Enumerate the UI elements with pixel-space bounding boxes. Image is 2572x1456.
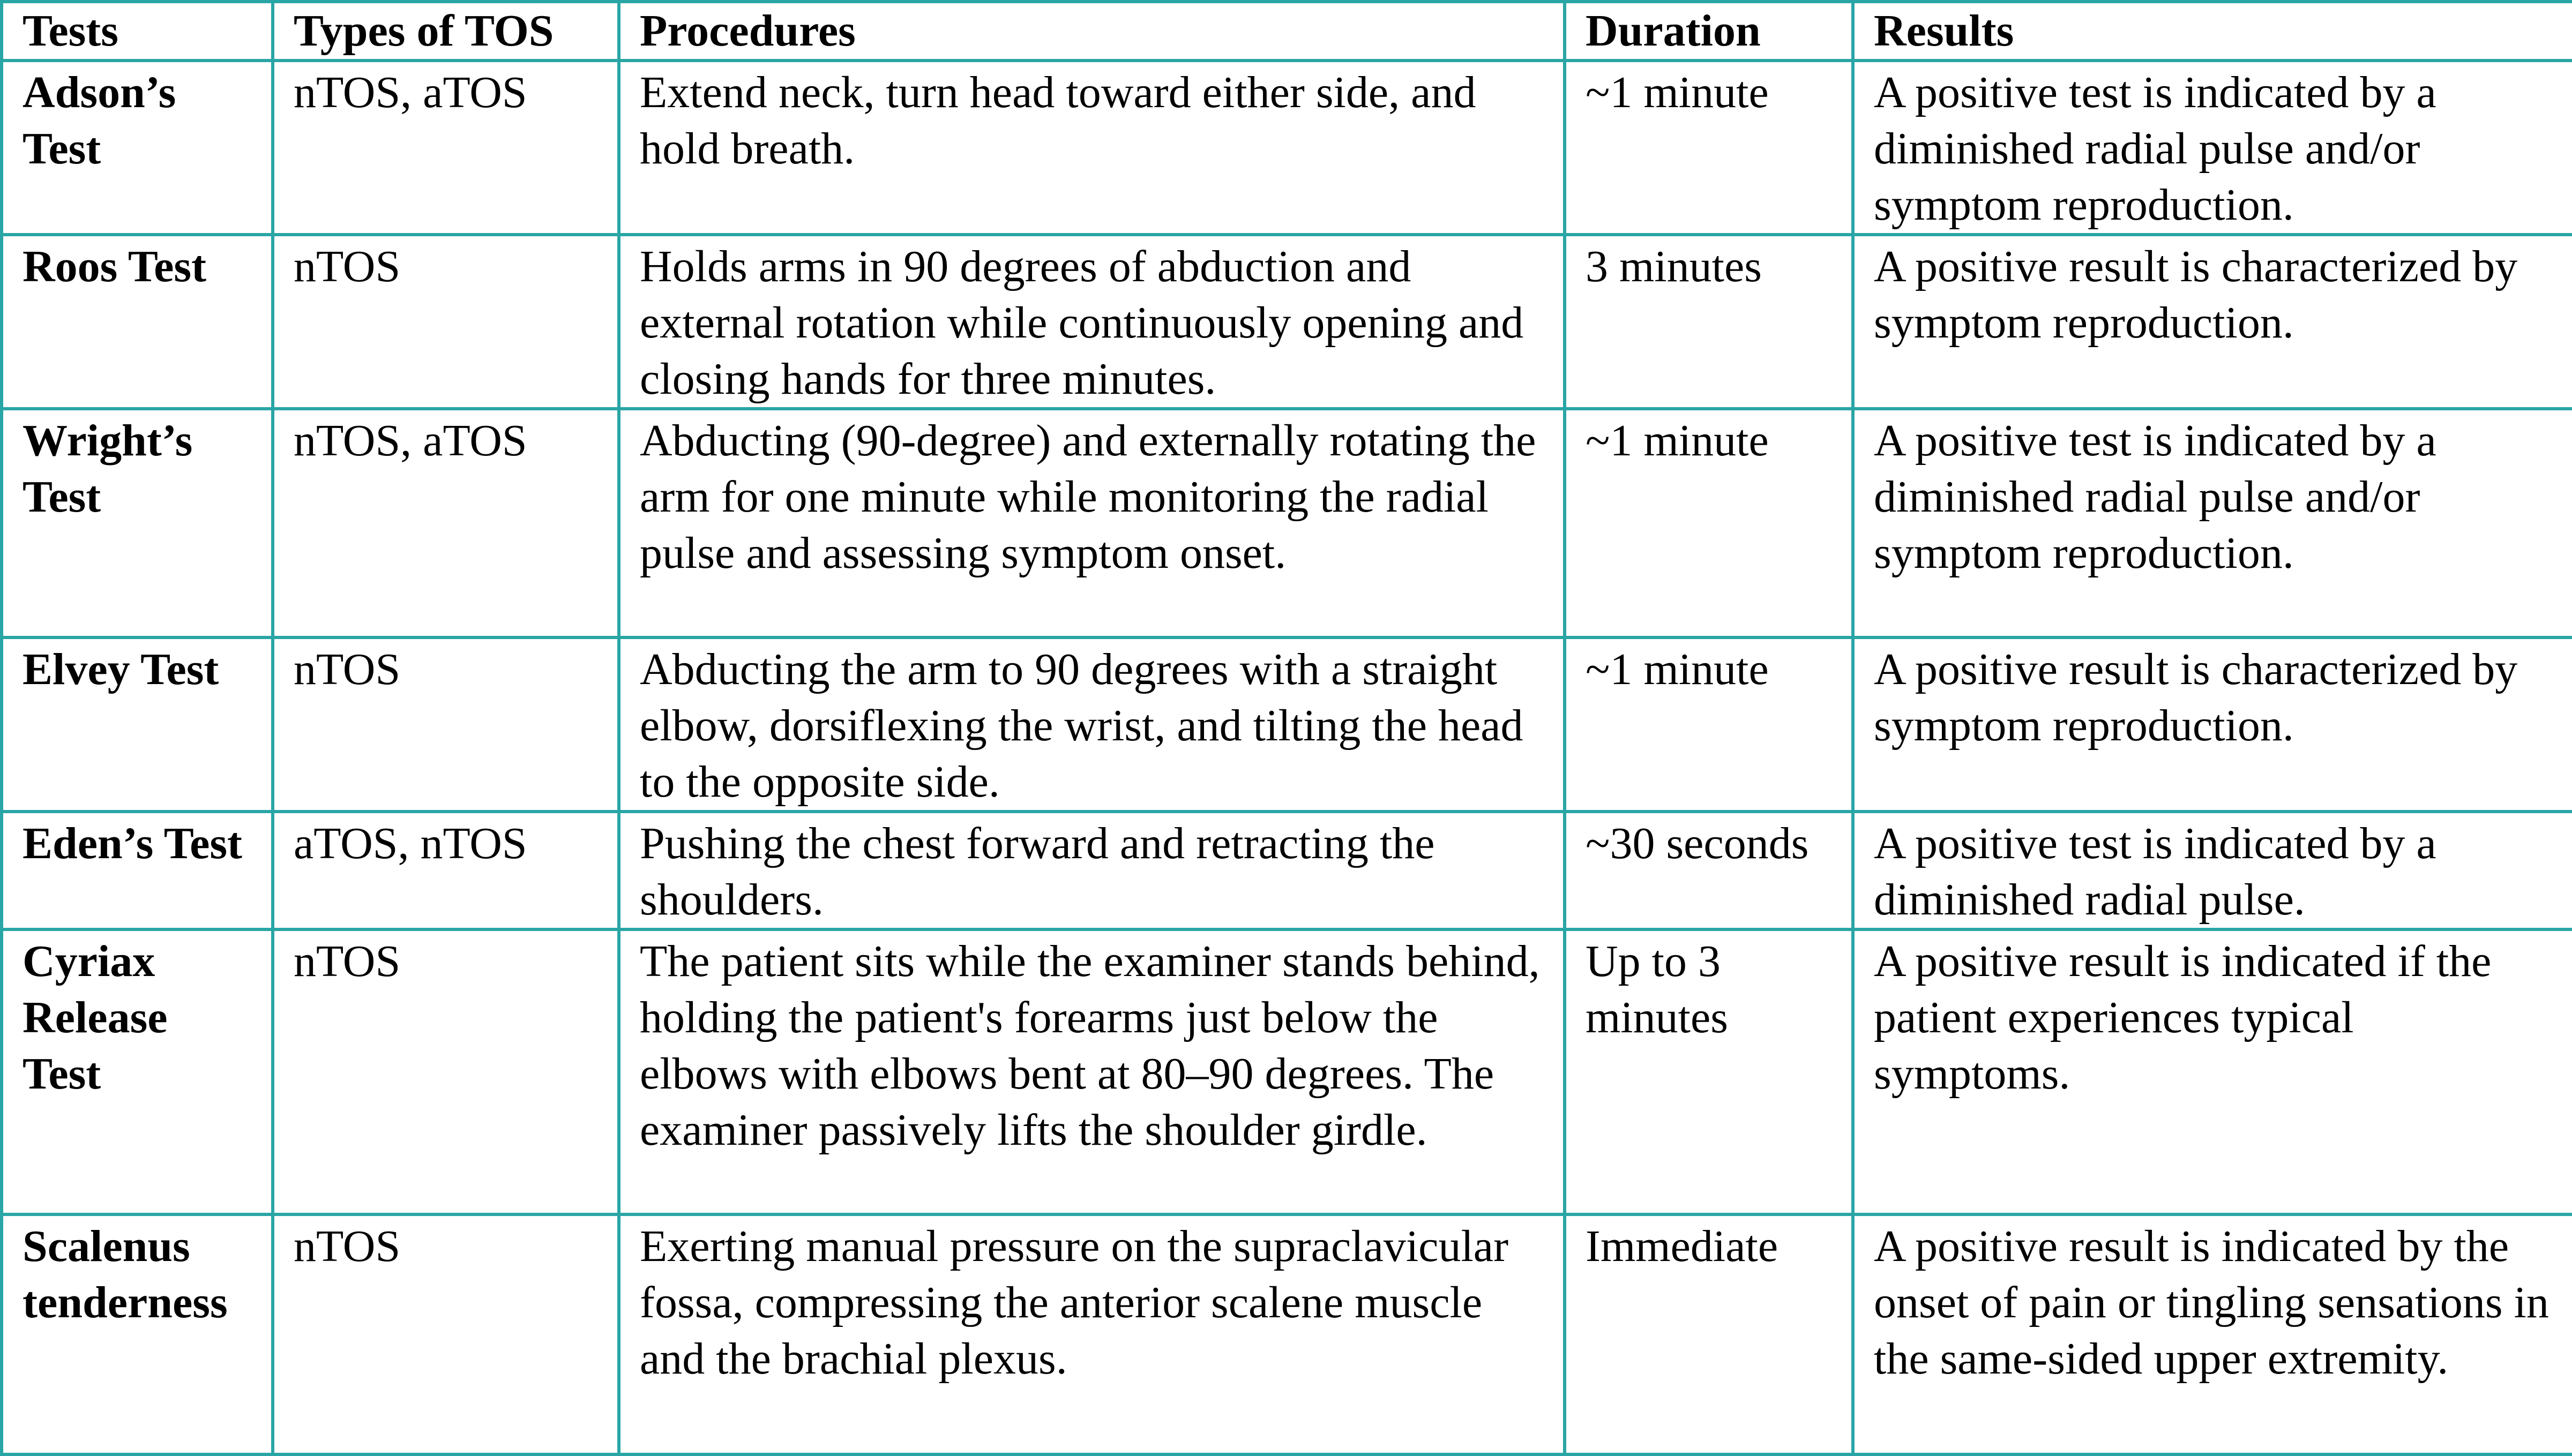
test-name-cell: Wright’s Test: [2, 409, 273, 637]
types-cell: nTOS: [273, 637, 619, 812]
types-cell: nTOS, aTOS: [273, 61, 619, 235]
table-row: [2, 812, 2572, 929]
result-cell: A positive result is characterized by symptom reproduction.: [1853, 637, 2572, 812]
header-procedures: Procedures: [619, 2, 1565, 61]
table-row: [2, 61, 2572, 235]
table-row: [2, 409, 2572, 637]
table-row: [2, 637, 2572, 812]
header-duration: Duration: [1565, 2, 1853, 61]
duration-cell: Immediate: [1565, 1214, 1853, 1454]
header-tests: Tests: [2, 2, 273, 61]
result-cell: A positive result is indicated if the patient experiences typical symptoms.: [1853, 929, 2572, 1214]
test-name-cell: Roos Test: [2, 235, 273, 409]
duration-cell: ~1 minute: [1565, 409, 1853, 637]
procedure-cell: Pushing the chest forward and retracting the shoulders.: [619, 812, 1565, 929]
test-name-cell: Cyriax Release Test: [2, 929, 273, 1214]
test-name-cell: Elvey Test: [2, 637, 273, 812]
procedure-cell: Abducting the arm to 90 degrees with a straight elbow, dorsiflexing the wrist, and tilting the head to the opposite side.: [619, 637, 1565, 812]
procedure-cell: Extend neck, turn head toward either side, and hold breath.: [619, 61, 1565, 235]
table-row: [2, 235, 2572, 409]
test-name-cell: Adson’s Test: [2, 61, 273, 235]
duration-cell: Up to 3 minutes: [1565, 929, 1853, 1214]
procedure-cell: Abducting (90-degree) and externally rotating the arm for one minute while monitoring the radial pulse and assessing symptom onset.: [619, 409, 1565, 637]
test-name-cell: Eden’s Test: [2, 812, 273, 929]
header-results: Results: [1853, 2, 2572, 61]
duration-cell: ~1 minute: [1565, 637, 1853, 812]
header-row: [2, 2, 2572, 61]
table-row: [2, 929, 2572, 1214]
types-cell: nTOS: [273, 1214, 619, 1454]
result-cell: A positive result is characterized by symptom reproduction.: [1853, 235, 2572, 409]
test-name-cell: Scalenus tenderness: [2, 1214, 273, 1454]
types-cell: nTOS, aTOS: [273, 409, 619, 637]
duration-cell: 3 minutes: [1565, 235, 1853, 409]
result-cell: A positive test is indicated by a diminished radial pulse.: [1853, 812, 2572, 929]
duration-cell: ~30 seconds: [1565, 812, 1853, 929]
procedure-cell: The patient sits while the examiner stands behind, holding the patient's forearms just below the elbows with elbows bent at 80–90 degrees. The examiner passively lifts the shoulder girdle.: [619, 929, 1565, 1214]
types-cell: nTOS: [273, 929, 619, 1214]
result-cell: A positive test is indicated by a diminished radial pulse and/or symptom reproduction.: [1853, 409, 2572, 637]
table-row: [2, 1214, 2572, 1454]
header-types: Types of TOS: [273, 2, 619, 61]
procedure-cell: Holds arms in 90 degrees of abduction and external rotation while continuously opening and closing hands for three minutes.: [619, 235, 1565, 409]
types-cell: aTOS, nTOS: [273, 812, 619, 929]
types-cell: nTOS: [273, 235, 619, 409]
procedure-cell: Exerting manual pressure on the supraclavicular fossa, compressing the anterior scalene muscle and the brachial plexus.: [619, 1214, 1565, 1454]
result-cell: A positive test is indicated by a diminished radial pulse and/or symptom reproduction.: [1853, 61, 2572, 235]
duration-cell: ~1 minute: [1565, 61, 1853, 235]
result-cell: A positive result is indicated by the onset of pain or tingling sensations in the same-sided upper extremity.: [1853, 1214, 2572, 1454]
